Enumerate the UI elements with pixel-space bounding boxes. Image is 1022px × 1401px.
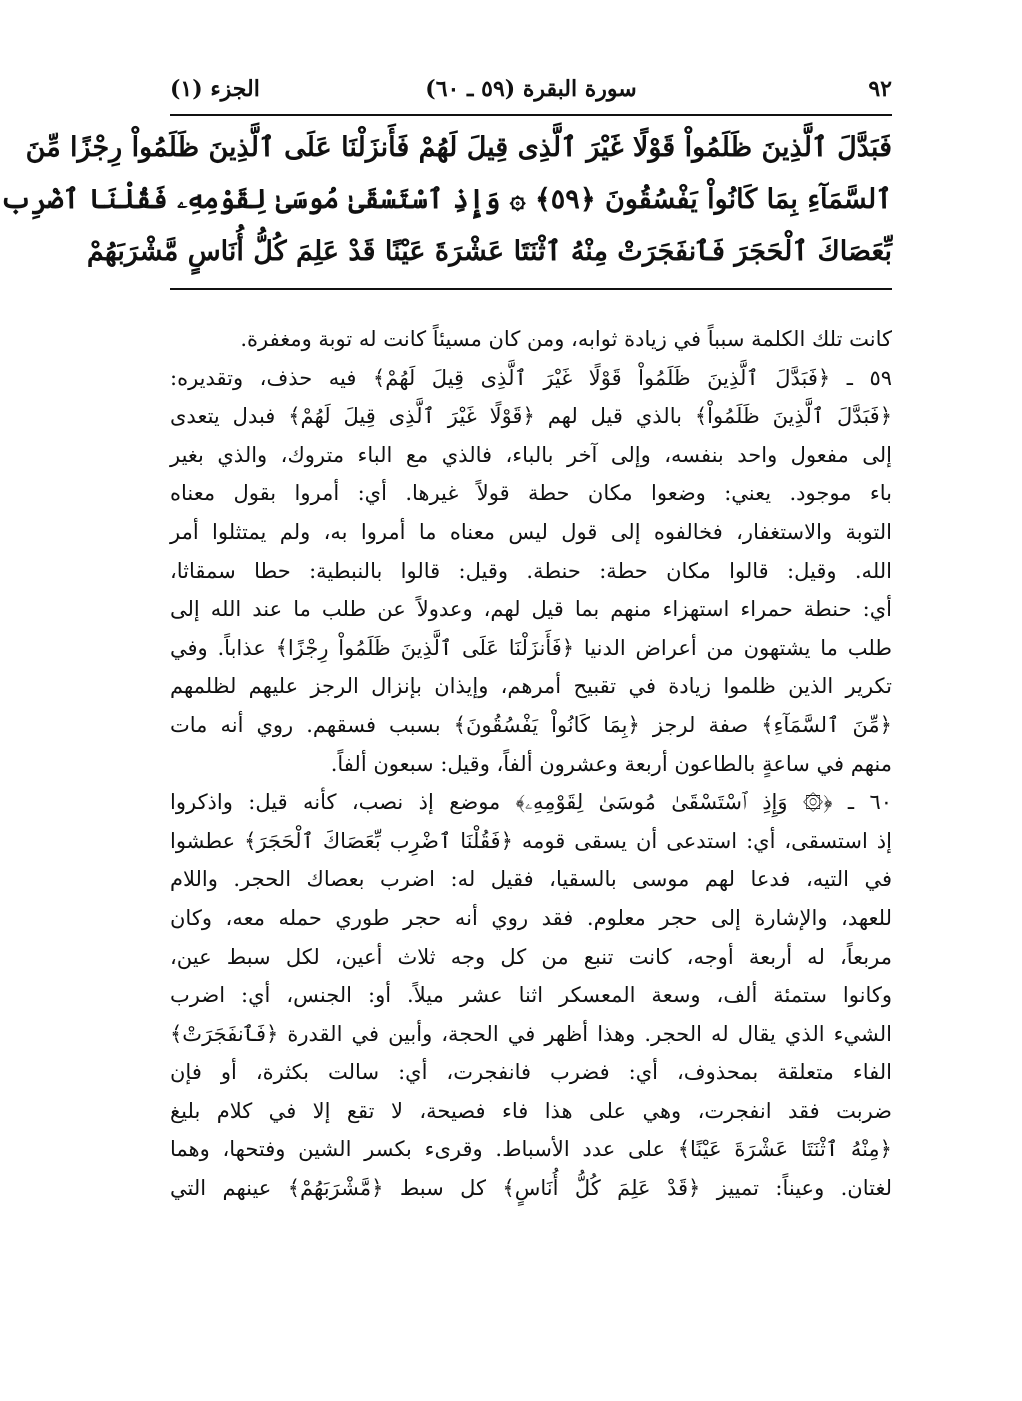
commentary-line: للعهد، والإشارة إلى حجر معلوم. فقد روي أنه حجر طوري حمله معه، وكان xyxy=(170,905,892,930)
document-page xyxy=(0,70,892,1208)
quran-rule xyxy=(170,288,892,290)
commentary-line: باء موجود. يعني: وضعوا مكان حطة قولاً غيرها. أي: أمروا بقول معناه xyxy=(170,481,892,506)
quran-line: فَبَدَّلَ ٱلَّذِينَ ظَلَمُواْ قَوْلًا غَيْرَ ٱلَّذِى قِيلَ لَهُمْ فَأَنزَلْنَا عَلَى ٱلَّذِينَ ظَلَمُواْ رِجْزًا مِّنَ xyxy=(25,132,892,163)
surah-title: سورة البقرة (٥٩ ـ ٦٠) xyxy=(425,76,637,102)
commentary-line: ٥٩ ـ ﴿فَبَدَّلَ ٱلَّذِينَ ظَلَمُواْ قَوْلًا غَيْرَ ٱلَّذِى قِيلَ لَهُمْ﴾ فيه حذف، وتقديره: xyxy=(170,365,892,390)
page-header xyxy=(170,70,892,114)
commentary-line: كانت تلك الكلمة سبباً في زيادة ثوابه، ومن كان مسيئاً كانت له توبة ومغفرة. xyxy=(240,327,892,351)
juz-label: الجزء (١) xyxy=(170,76,260,102)
commentary-line: أي: حنطة حمراء استهزاء منهم بما قيل لهم، وعدولاً عن طلب ما عند الله إلى xyxy=(170,597,892,622)
page-number: ٩٢ xyxy=(868,76,892,102)
commentary-line: في التيه، فدعا لهم موسى بالسقيا، فقيل له: اضرب بعصاك الحجر. واللام xyxy=(170,867,892,892)
commentary-line: طلب ما يشتهون من أعراض الدنيا ﴿فَأَنزَلْنَا عَلَى ٱلَّذِينَ ظَلَمُواْ رِجْزًا﴾ عذاباً. وفي xyxy=(170,635,892,660)
commentary-line: ٦٠ ـ ﴿۞ وَإِذِ ٱسْتَسْقَىٰ مُوسَىٰ لِقَوْمِهِۦ﴾ موضع إذ نصب، كأنه قيل: واذكروا xyxy=(170,790,892,815)
commentary-line: ﴿مِّنَ ٱلسَّمَآءِ﴾ صفة لرجز ﴿بِمَا كَانُواْ يَفْسُقُونَ﴾ بسبب فسقهم. روي أنه مات xyxy=(170,712,892,737)
commentary-line: ﴿فَبَدَّلَ ٱلَّذِينَ ظَلَمُواْ﴾ بالذي قيل لهم ﴿قَوْلًا غَيْرَ ٱلَّذِى قِيلَ لَهُمْ﴾ فبدل يتعدى xyxy=(170,404,892,429)
commentary-line: وكانوا ستمئة ألف، وسعة المعسكر اثنا عشر ميلاً. أو: الجنس، أي: اضرب xyxy=(170,983,892,1008)
commentary-line: إذ استسقى، أي: استدعى أن يسقى قومه ﴿فَقُلْنَا ٱضْرِب بِّعَصَاكَ ٱلْحَجَرَ﴾ عطشوا xyxy=(170,828,892,853)
commentary-line: الله. وقيل: قالوا مكان حطة: حنطة. وقيل: قالوا بالنبطية: حطا سمقاثا، xyxy=(170,558,892,583)
commentary-line: تكرير الذين ظلموا زيادة في تقبيح أمرهم، وإيذان بإنزال الرجز عليهم لظلمهم xyxy=(170,674,892,699)
commentary-line: الفاء متعلقة بمحذوف، أي: فضرب فانفجرت، أي: سالت بكثرة، أو فإن xyxy=(170,1060,892,1085)
commentary-line: التوبة والاستغفار، فخالفوه إلى قول ليس معناه ما أمروا به، ولم يمتثلوا أمر xyxy=(170,519,892,544)
commentary-line: لغتان. وعيناً: تمييز ﴿قَدْ عَلِمَ كُلُّ أُنَاسٍ﴾ كل سبط ﴿مَّشْرَبَهُمْ﴾ عينهم التي xyxy=(170,1176,892,1201)
commentary-line: ضربت فقد انفجرت، وهي على هذا فاء فصيحة، لا تقع إلا في كلام بليغ xyxy=(170,1098,892,1123)
commentary-text xyxy=(170,320,892,1208)
commentary-line: ﴿مِنْهُ ٱثْنَتَا عَشْرَةَ عَيْنًا﴾ على عدد الأسباط. وقرىء بكسر الشين وفتحها، وهما xyxy=(170,1137,892,1162)
quran-text-block xyxy=(0,116,892,288)
commentary-line: منهم في ساعةٍ بالطاعون أربعة وعشرون ألفاً، وقيل: سبعون ألفاً. xyxy=(330,751,892,776)
commentary-line: الشيء الذي يقال له الحجر. وهذا أظهر في الحجة، وأبين في القدرة ﴿فَٱنفَجَرَتْ﴾ xyxy=(170,1021,892,1046)
commentary-line: إلى مفعول واحد بنفسه، وإلى آخر بالباء، فالذي مع الباء متروك، والذي بغير xyxy=(170,442,892,467)
commentary-line: مربعاً، له أربعة أوجه، كانت تنبع من كل وجه ثلاث أعين، لكل سبط عين، xyxy=(170,944,892,969)
quran-line: ٱلسَّمَآءِ بِمَا كَانُواْ يَفْسُقُونَ ﴿٥٩﴾ ۞ وَإِذِ ٱسْتَسْقَىٰ مُوسَىٰ لِقَوْمِهِۦ فَقُلْنَا ٱضْرِب xyxy=(0,184,892,215)
quran-line: بِّعَصَاكَ ٱلْحَجَرَ فَٱنفَجَرَتْ مِنْهُ ٱثْنَتَا عَشْرَةَ عَيْنًا قَدْ عَلِمَ كُلُّ أُنَاسٍ مَّشْرَبَهُمْ xyxy=(86,236,892,267)
